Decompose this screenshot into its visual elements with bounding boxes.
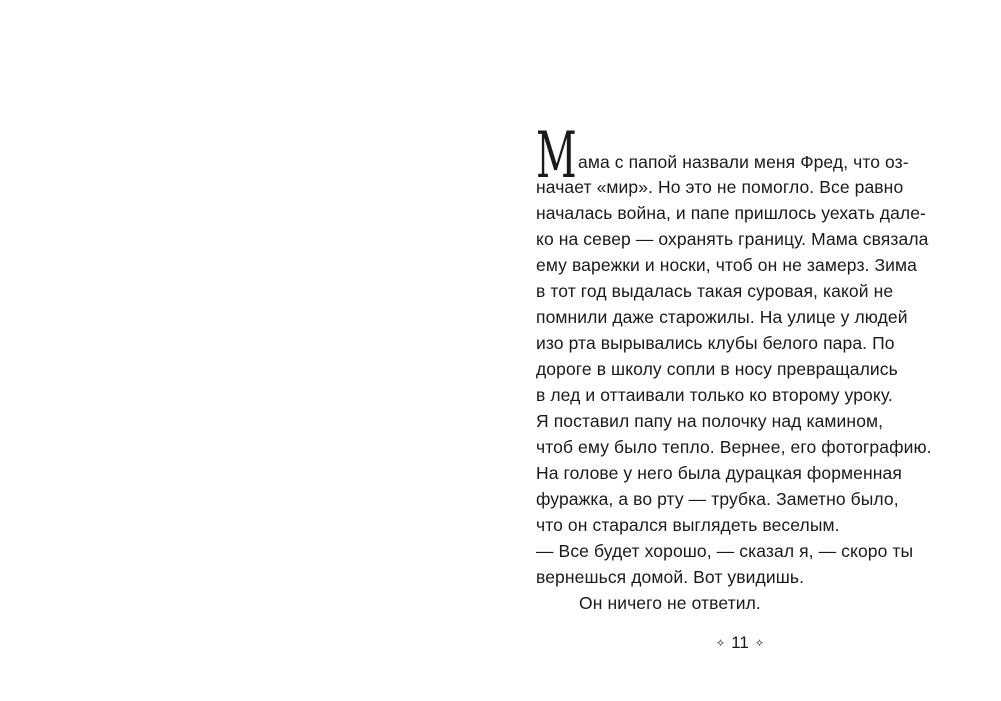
page-number	[700, 632, 780, 653]
text-line-15: что он старался выглядеть веселым.	[536, 515, 840, 535]
page-number-value: 11	[731, 632, 749, 652]
drop-cap: М	[536, 119, 577, 193]
text-line-2: начает «мир». Но это не помогло. Все равно	[536, 177, 904, 197]
text-line-18: Он ничего не ответил.	[579, 593, 761, 613]
text-line-10: в лед и оттаивали только ко второму уроку.	[536, 385, 893, 405]
text-line-16: — Все будет хорошо, — сказал я, — скоро ты	[536, 541, 914, 561]
text-line-6: в тот год выдалась такая суровая, какой не	[536, 281, 894, 301]
text-line-7: помнили даже старожилы. На улице у людей	[536, 307, 908, 327]
text-line-17: вернешься домой. Вот увидишь.	[536, 567, 805, 587]
text-line-9: дороге в школу сопли в носу превращались	[536, 359, 898, 379]
text-line-11: Я поставил папу на полочку над камином,	[536, 411, 884, 431]
text-line-4: ко на север — охранять границу. Мама связала	[536, 229, 929, 249]
text-line-8: изо рта вырывались клубы белого пара. По	[536, 333, 895, 353]
text-line-14: фуражка, а во рту — трубка. Заметно было,	[536, 489, 899, 509]
text-line-13: На голове у него была дурацкая форменная	[536, 463, 902, 483]
text-line-3: началась война, и папе пришлось уехать дале-	[536, 203, 926, 223]
text-line-1: ама с папой назвали меня Фред, что оз-	[578, 152, 909, 172]
text-line-5: ему варежки и носки, чтоб он не замерз. Зима	[536, 255, 917, 275]
ornament-left-icon: ⟡	[716, 636, 725, 649]
text-line-12: чтоб ему было тепло. Вернее, его фотографию.	[536, 437, 932, 457]
ornament-right-icon: ⟡	[755, 636, 764, 649]
